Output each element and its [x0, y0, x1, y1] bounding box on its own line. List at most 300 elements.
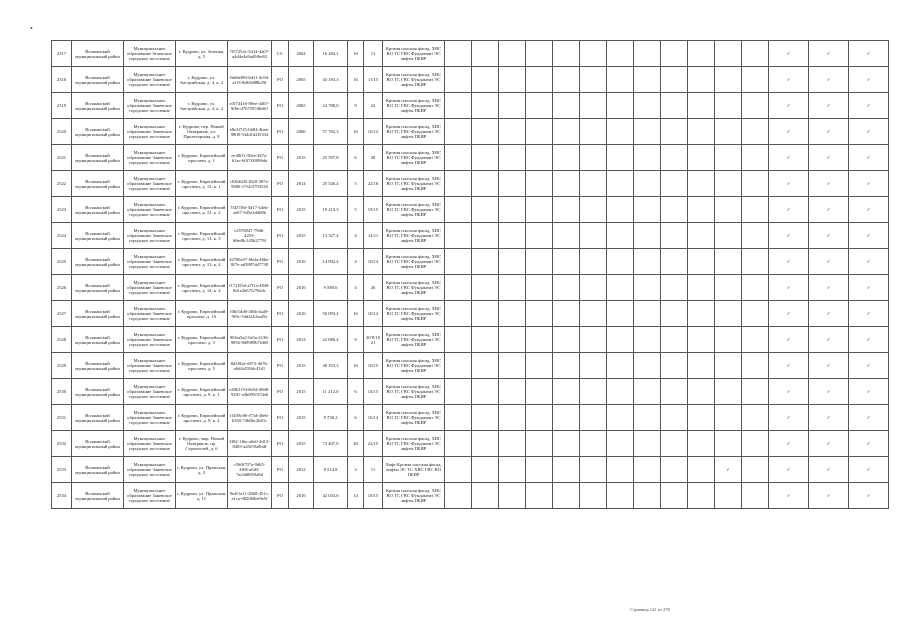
cell-works: Кровля плоская фасад, ХВС ВО ТС ГВС Фундамент ЭС лифты ПБИР	[383, 431, 445, 457]
cell-flats: 11/15	[364, 67, 383, 93]
empty-cell	[445, 457, 472, 483]
cell-district: Волжанский муниципальный район	[72, 145, 124, 171]
empty-cell	[580, 67, 607, 93]
empty-cell	[607, 249, 634, 275]
cell-year: 2013	[289, 327, 314, 353]
empty-cell	[661, 483, 688, 509]
cell-works: Кровля плоская фасад, ХВС ВО ТС ГВС Фундамент ЭС лифты ПБИР	[383, 379, 445, 405]
empty-cell	[661, 197, 688, 223]
empty-cell	[526, 405, 553, 431]
cell-year: 2016	[289, 275, 314, 301]
empty-cell	[580, 327, 607, 353]
empty-cell	[526, 379, 553, 405]
cell-code: 7f457f6f-5d17-44eb-ae67-5d5e3d468b	[228, 197, 272, 223]
table-row	[52, 67, 889, 93]
cell-code: e2576847-79db-4253-b8ed8c345b2779f	[228, 223, 272, 249]
cell-municipality: Муниципальное образование Заневское городское поселение	[124, 405, 176, 431]
empty-cell	[634, 405, 661, 431]
checkmark-cell: ✓	[769, 93, 809, 119]
empty-cell	[715, 275, 742, 301]
cell-num: 2522	[52, 171, 72, 197]
empty-cell	[634, 249, 661, 275]
empty-cell	[472, 379, 499, 405]
empty-cell	[688, 145, 715, 171]
empty-cell	[445, 405, 472, 431]
checkmark-cell: ✓	[849, 431, 889, 457]
cell-code: f0bf1dd0-4f6b-4a49-9f9c-54d4f2cba45e	[228, 301, 272, 327]
empty-cell	[445, 223, 472, 249]
checkmark-cell: ✓	[849, 223, 889, 249]
checkmark-cell: ✓	[809, 457, 849, 483]
empty-cell	[661, 41, 688, 67]
cell-municipality: Муниципальное образование Заневское городское поселение	[124, 119, 176, 145]
empty-cell	[634, 275, 661, 301]
cell-flats: 16/15	[364, 483, 383, 509]
cell-address: г. Кудрово, Европейский проспект, д. 9, к. 2	[176, 405, 228, 431]
empty-cell	[742, 431, 769, 457]
cell-flats: 26	[364, 275, 383, 301]
cell-year: 2015	[289, 145, 314, 171]
cell-num: 2532	[52, 431, 72, 457]
table-row	[52, 171, 889, 197]
empty-cell	[445, 431, 472, 457]
empty-cell	[553, 223, 580, 249]
empty-cell	[661, 301, 688, 327]
cell-district: Волжанский муниципальный район	[72, 41, 124, 67]
empty-cell	[688, 301, 715, 327]
cell-code: f1b58c86-f73d-40e6-b350-74b8bc2b01c	[228, 405, 272, 431]
empty-cell	[472, 431, 499, 457]
cell-floors: 4	[348, 249, 364, 275]
empty-cell	[742, 197, 769, 223]
empty-cell	[607, 41, 634, 67]
cell-floors: 5	[348, 171, 364, 197]
cell-type: РО	[272, 145, 289, 171]
cell-municipality: Муниципальное образование Заневское городское поселение	[124, 197, 176, 223]
empty-cell	[499, 353, 526, 379]
cell-district: Волжанский муниципальный район	[72, 275, 124, 301]
cell-address: г. Кудрово, Европейский проспект, д. 3	[176, 327, 228, 353]
cell-code: 9e4f1a11-28b8-451c-a1ca-082068ee9e5f	[228, 483, 272, 509]
empty-cell	[553, 119, 580, 145]
empty-cell	[472, 197, 499, 223]
checkmark-cell: ✓	[769, 249, 809, 275]
table-row	[52, 327, 889, 353]
empty-cell	[580, 145, 607, 171]
cell-num: 2526	[52, 275, 72, 301]
empty-cell	[472, 223, 499, 249]
cell-district: Волжанский муниципальный район	[72, 223, 124, 249]
empty-cell	[526, 171, 553, 197]
cell-district: Волжанский муниципальный район	[72, 67, 124, 93]
cell-num: 2525	[52, 249, 72, 275]
empty-cell	[445, 41, 472, 67]
cell-code: 90fea5a2-0a5a-4136-9856-8d9989b7fd69	[228, 327, 272, 353]
empty-cell	[742, 119, 769, 145]
cell-flats: 10/12	[364, 119, 383, 145]
cell-floors: 14	[348, 483, 364, 509]
cell-flats: 28	[364, 145, 383, 171]
empty-cell	[661, 275, 688, 301]
checkmark-cell: ✓	[769, 275, 809, 301]
cell-floors: 4	[348, 223, 364, 249]
empty-cell	[661, 405, 688, 431]
cell-floors: 20	[348, 431, 364, 457]
empty-cell	[553, 145, 580, 171]
cell-type: РО	[272, 93, 289, 119]
empty-cell	[472, 457, 499, 483]
cell-floors: 9	[348, 93, 364, 119]
checkmark-cell: ✓	[849, 41, 889, 67]
cell-year: 2014	[289, 171, 314, 197]
cell-num: 2531	[52, 405, 72, 431]
empty-cell	[715, 223, 742, 249]
cell-type: СС	[272, 41, 289, 67]
cell-flats: 10/14	[364, 249, 383, 275]
empty-cell	[472, 353, 499, 379]
empty-cell	[445, 145, 472, 171]
empty-cell	[742, 405, 769, 431]
empty-cell	[499, 197, 526, 223]
empty-cell	[553, 327, 580, 353]
cell-municipality: Муниципальное образование Заневское городское поселение	[124, 145, 176, 171]
empty-cell	[607, 483, 634, 509]
cell-floors: 16	[348, 67, 364, 93]
empty-cell	[445, 171, 472, 197]
empty-cell	[553, 353, 580, 379]
cell-municipality: Муниципальное образование Заневское городское поселение	[124, 275, 176, 301]
cell-num: 2520	[52, 119, 72, 145]
cell-works: Кровля плоская фасад, ХВС ВО ТС ГВС Фундамент ЭС лифты ПБИР	[383, 249, 445, 275]
cell-type: РО	[272, 301, 289, 327]
cell-year: 2015	[289, 353, 314, 379]
empty-cell	[472, 41, 499, 67]
cell-address: г. Кудрово, пер. Новый Оккервиль, ул. Пролетарская, д. 8	[176, 119, 228, 145]
cell-works: Кровля плоская фасад, ХВС ВО ТС ГВС Фундамент ЭС лифты ПБИР	[383, 119, 445, 145]
checkmark-cell: ✓	[769, 431, 809, 457]
cell-code: 8d3f92e-e873-467b-a0d4a558dc41d1	[228, 353, 272, 379]
cell-works: Кровля плоская фасад, ХВС ВО ТС ГВС Фундамент ЭС лифты ПБИР	[383, 197, 445, 223]
checkmark-cell: ✓	[849, 119, 889, 145]
empty-cell	[472, 171, 499, 197]
cell-flats: 20/9/10 21	[364, 327, 383, 353]
cell-num: 2518	[52, 67, 72, 93]
empty-cell	[634, 145, 661, 171]
cell-flats: 22	[364, 93, 383, 119]
cell-num: 2528	[52, 327, 72, 353]
empty-cell	[580, 171, 607, 197]
empty-cell	[661, 93, 688, 119]
checkmark-cell: ✓	[769, 223, 809, 249]
cell-address: г. Кудрово, ул. Пражская, д. 11	[176, 483, 228, 509]
empty-cell	[526, 483, 553, 509]
cell-flats: 22/16	[364, 171, 383, 197]
cell-year: 2012	[289, 457, 314, 483]
cell-type: РО	[272, 483, 289, 509]
empty-cell	[607, 353, 634, 379]
cell-floors: 3	[348, 457, 364, 483]
checkmark-cell: ✓	[769, 197, 809, 223]
checkmark-cell: ✓	[809, 431, 849, 457]
cell-works: Кровля плоская фасад, ХВС ВО ТС ГВС Фундамент ЭС лифты ПБИР	[383, 145, 445, 171]
checkmark-cell: ✓	[809, 145, 849, 171]
empty-cell	[499, 275, 526, 301]
empty-cell	[607, 379, 634, 405]
cell-municipality: Муниципальное образование Заневское городское поселение	[124, 223, 176, 249]
empty-cell	[634, 457, 661, 483]
cell-flats: 13	[364, 41, 383, 67]
cell-address: г. Кудрово, Европейский проспект, д. 1	[176, 145, 228, 171]
empty-cell	[715, 379, 742, 405]
empty-cell	[499, 483, 526, 509]
table-row	[52, 431, 889, 457]
empty-cell	[526, 275, 553, 301]
cell-district: Волжанский муниципальный район	[72, 171, 124, 197]
empty-cell	[499, 67, 526, 93]
cell-address: г. Кудрово, Европейский проспект, д. 13, к. 3	[176, 223, 228, 249]
checkmark-cell: ✓	[769, 41, 809, 67]
empty-cell	[742, 327, 769, 353]
cell-municipality: Муниципальное образование Заневское городское поселение	[124, 457, 176, 483]
cell-code: f172f55d-a7f1a-4848-9d1e2b67f27bb3c	[228, 275, 272, 301]
empty-cell	[499, 119, 526, 145]
cell-code: ee48f1f-50ee-467a-b1ac-b0f7f28f96da	[228, 145, 272, 171]
cell-floors: 4	[348, 275, 364, 301]
cell-district: Волжанский муниципальный район	[72, 353, 124, 379]
empty-cell	[607, 405, 634, 431]
cell-type: РО	[272, 171, 289, 197]
cell-flats: 14/15	[364, 379, 383, 405]
empty-cell	[472, 119, 499, 145]
empty-cell	[607, 301, 634, 327]
empty-cell	[580, 379, 607, 405]
cell-flats: 16/14	[364, 405, 383, 431]
checkmark-cell: ✓	[769, 457, 809, 483]
empty-cell	[634, 353, 661, 379]
empty-cell	[526, 119, 553, 145]
empty-cell	[661, 249, 688, 275]
cell-floors: 16	[348, 301, 364, 327]
cell-code: c56f6797a-9d65-4f68-a0d3-7ac0d8693a8d	[228, 457, 272, 483]
cell-area: 11 212,0	[314, 379, 348, 405]
empty-cell	[661, 327, 688, 353]
table-row	[52, 483, 889, 509]
cell-address: г. Кудрово, ул. Австрийская, д. 4, к. 2	[176, 93, 228, 119]
empty-cell	[688, 379, 715, 405]
cell-district: Волжанский муниципальный район	[72, 405, 124, 431]
empty-cell	[445, 249, 472, 275]
cell-type: РО	[272, 457, 289, 483]
empty-cell	[607, 275, 634, 301]
empty-cell	[499, 301, 526, 327]
cell-floors: 10	[348, 41, 364, 67]
empty-cell	[499, 431, 526, 457]
empty-cell	[634, 223, 661, 249]
empty-cell	[580, 301, 607, 327]
empty-cell	[553, 93, 580, 119]
cell-area: 22 086,4	[314, 327, 348, 353]
cell-address: г. Кудрово, Европейский проспект, д. 5	[176, 353, 228, 379]
checkmark-cell: ✓	[809, 405, 849, 431]
table-row	[52, 223, 889, 249]
empty-cell	[607, 119, 634, 145]
checkmark-cell: ✓	[849, 197, 889, 223]
checkmark-cell: ✓	[809, 197, 849, 223]
cell-type: РО	[272, 223, 289, 249]
cell-area: 16 284,1	[314, 41, 348, 67]
empty-cell	[634, 483, 661, 509]
empty-cell	[607, 457, 634, 483]
cell-works: Кровля плоская фасад, ХВС ВО ТС ГВС Фундамент ЭС лифты ПБИР	[383, 327, 445, 353]
empty-cell	[688, 275, 715, 301]
empty-cell	[580, 41, 607, 67]
cell-district: Волжанский муниципальный район	[72, 483, 124, 509]
empty-cell	[742, 301, 769, 327]
cell-floors: 6	[348, 379, 364, 405]
empty-cell	[715, 171, 742, 197]
cell-address: г. Кудрово, ул. Зеленая, д. 5	[176, 41, 228, 67]
empty-cell	[445, 353, 472, 379]
checkmark-cell: ✓	[849, 145, 889, 171]
cell-municipality: Муниципальное образование Заневское городское поселение	[124, 249, 176, 275]
cell-code: e8e3f725-b684-4bae-9808-544d1d2f5334	[228, 119, 272, 145]
cell-code: c63b62f6-f620-487e-9886-17f2f3793526	[228, 171, 272, 197]
empty-cell	[688, 249, 715, 275]
checkmark-cell: ✓	[849, 353, 889, 379]
checkmark-cell: ✓	[809, 119, 849, 145]
empty-cell	[553, 301, 580, 327]
empty-cell	[580, 457, 607, 483]
cell-district: Волжанский муниципальный район	[72, 301, 124, 327]
empty-cell	[553, 249, 580, 275]
cell-address: г. Кудрово, Европейский проспект, д. 13, к. 4	[176, 249, 228, 275]
empty-cell	[580, 483, 607, 509]
page-mark: •	[30, 24, 33, 33]
checkmark-cell: ✓	[769, 301, 809, 327]
empty-cell	[607, 145, 634, 171]
cell-code: 5dd6e89f-6d11-4c9d-af13-8d63d88b29f	[228, 67, 272, 93]
cell-year: 2065	[289, 93, 314, 119]
cell-num: 2521	[52, 145, 72, 171]
empty-cell	[715, 483, 742, 509]
cell-year: 2016	[289, 249, 314, 275]
cell-type: РО	[272, 327, 289, 353]
empty-cell	[526, 301, 553, 327]
cell-floors: 16	[348, 353, 364, 379]
checkmark-cell: ✓	[849, 379, 889, 405]
empty-cell	[715, 197, 742, 223]
table-row	[52, 145, 889, 171]
empty-cell	[526, 197, 553, 223]
empty-cell	[499, 379, 526, 405]
checkmark-cell: ✓	[849, 171, 889, 197]
empty-cell	[634, 327, 661, 353]
cell-year: 2064	[289, 41, 314, 67]
cell-type: РО	[272, 379, 289, 405]
checkmark-cell: ✓	[809, 249, 849, 275]
checkmark-cell: ✓	[809, 67, 849, 93]
cell-num: 2534	[52, 483, 72, 509]
empty-cell	[715, 67, 742, 93]
empty-cell	[634, 119, 661, 145]
empty-cell	[580, 119, 607, 145]
cell-code: e49b1f7d-6b5d-48d6-9281-a3b095f37da6	[228, 379, 272, 405]
empty-cell	[580, 353, 607, 379]
table-row	[52, 41, 889, 67]
cell-num: 2533	[52, 457, 72, 483]
cell-municipality: Муниципальное образование Заневское городское поселение	[124, 93, 176, 119]
table-row	[52, 93, 889, 119]
empty-cell	[688, 93, 715, 119]
cell-area: 42 043,6	[314, 483, 348, 509]
empty-cell	[661, 171, 688, 197]
empty-cell	[553, 171, 580, 197]
cell-works: Лифт Кровля плоская фасад, лифты ЭС ТС ХВС ГВС ВО ПБИР	[383, 457, 445, 483]
cell-area: 50 093,4	[314, 301, 348, 327]
empty-cell	[580, 431, 607, 457]
cell-municipality: Муниципальное образование Заневское городское поселение	[124, 67, 176, 93]
empty-cell	[688, 327, 715, 353]
cell-area: 19 210,3	[314, 197, 348, 223]
empty-cell	[742, 171, 769, 197]
empty-cell	[526, 457, 553, 483]
checkmark-cell: ✓	[769, 405, 809, 431]
empty-cell	[715, 249, 742, 275]
checkmark-cell: ✓	[715, 457, 742, 483]
cell-municipality: Муниципальное образование Зеленское городское поселение	[124, 41, 176, 67]
cell-year: 2016	[289, 301, 314, 327]
cell-municipality: Муниципальное образование Заневское городское поселение	[124, 171, 176, 197]
empty-cell	[472, 93, 499, 119]
cell-num: 2519	[52, 93, 72, 119]
empty-cell	[742, 379, 769, 405]
cell-floors: 5	[348, 197, 364, 223]
empty-cell	[472, 483, 499, 509]
checkmark-cell: ✓	[809, 223, 849, 249]
cell-year: 2066	[289, 119, 314, 145]
checkmark-cell: ✓	[849, 301, 889, 327]
cell-district: Волжанский муниципальный район	[72, 457, 124, 483]
checkmark-cell: ✓	[809, 483, 849, 509]
empty-cell	[661, 145, 688, 171]
empty-cell	[472, 405, 499, 431]
empty-cell	[526, 145, 553, 171]
table-row	[52, 249, 889, 275]
checkmark-cell: ✓	[809, 353, 849, 379]
empty-cell	[445, 275, 472, 301]
empty-cell	[742, 275, 769, 301]
empty-cell	[688, 41, 715, 67]
empty-cell	[715, 301, 742, 327]
empty-cell	[499, 327, 526, 353]
cell-code: 7f57254c-5414-4a07-a4d4e4a9ad5f6e84	[228, 41, 272, 67]
empty-cell	[661, 431, 688, 457]
empty-cell	[742, 457, 769, 483]
cell-code: e3f74416-80ee-4467-9f8e-d707597d6d61	[228, 93, 272, 119]
checkmark-cell: ✓	[849, 327, 889, 353]
empty-cell	[634, 431, 661, 457]
empty-cell	[553, 379, 580, 405]
page-footer: Страница 141 из 278	[630, 607, 670, 612]
table-row	[52, 405, 889, 431]
empty-cell	[742, 41, 769, 67]
cell-address: г. Кудрово, Европейский проспект, д. 9, к. 1	[176, 379, 228, 405]
empty-cell	[580, 249, 607, 275]
empty-cell	[499, 457, 526, 483]
empty-cell	[634, 301, 661, 327]
cell-area: 43 183,3	[314, 67, 348, 93]
empty-cell	[688, 353, 715, 379]
